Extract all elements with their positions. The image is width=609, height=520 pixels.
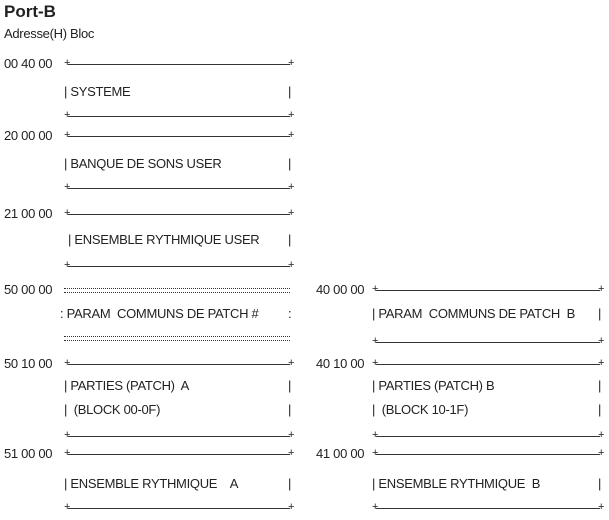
corner-plus: + (598, 357, 605, 369)
block-bottom-border (68, 508, 290, 509)
block-label: | BANQUE DE SONS USER (64, 156, 222, 171)
address-label: 51 00 00 (4, 446, 53, 461)
corner-plus: + (372, 335, 379, 347)
corner-plus: + (372, 429, 379, 441)
block-top-border (68, 454, 290, 455)
corner-plus: + (288, 57, 295, 69)
corner-plus: + (288, 447, 295, 459)
block-label: | SYSTEME (64, 84, 131, 99)
document-title: Port-B (4, 2, 56, 21)
column-header: Adresse(H) Bloc (4, 26, 95, 41)
block-right-edge: | (288, 402, 292, 417)
block-bottom-border (68, 116, 290, 117)
block-right-edge: | (288, 378, 292, 393)
block-label: | (BLOCK 00-0F) (64, 402, 161, 417)
block-top-border (68, 364, 290, 365)
block-label: | ENSEMBLE RYTHMIQUE B (372, 476, 541, 491)
corner-plus: + (288, 357, 295, 369)
corner-plus: + (64, 357, 71, 369)
corner-plus: + (64, 109, 71, 121)
block-top-border (68, 214, 290, 215)
block-right-edge: : (288, 306, 292, 321)
block-label: | PARTIES (PATCH) B (372, 378, 495, 393)
block-top-border (376, 364, 600, 365)
block-label: : PARAM COMMUNS DE PATCH # (60, 306, 259, 321)
block-label: | (BLOCK 10-1F) (372, 402, 469, 417)
block-right-edge: | (598, 476, 602, 491)
corner-plus: + (288, 259, 295, 271)
address-label: 50 10 00 (4, 356, 53, 371)
corner-plus: + (288, 129, 295, 141)
block-bottom-border (376, 436, 600, 437)
address-label: 21 00 00 (4, 206, 53, 221)
block-bottom-border (376, 508, 600, 509)
corner-plus: + (598, 429, 605, 441)
block-top-border (68, 64, 290, 65)
block-right-edge: | (598, 306, 602, 321)
address-label: 40 00 00 (316, 282, 365, 297)
corner-plus: + (372, 447, 379, 459)
address-label: 00 40 00 (4, 56, 53, 71)
block-label: | PARTIES (PATCH) A (64, 378, 189, 393)
corner-plus: + (64, 429, 71, 441)
block-right-edge: | (288, 476, 292, 491)
block-top-border (376, 454, 600, 455)
corner-plus: + (598, 447, 605, 459)
block-label: | PARAM COMMUNS DE PATCH B (372, 306, 575, 321)
corner-plus: + (598, 335, 605, 347)
block-label: | ENSEMBLE RYTHMIQUE A (64, 476, 239, 491)
block-label: | ENSEMBLE RYTHMIQUE USER (68, 232, 260, 247)
block-bottom-border-dotted (64, 336, 290, 341)
corner-plus: + (598, 283, 605, 295)
corner-plus: + (64, 207, 71, 219)
address-label: 50 00 00 (4, 282, 53, 297)
corner-plus: + (64, 501, 71, 513)
block-top-border (376, 290, 600, 291)
block-right-edge: | (288, 84, 292, 99)
corner-plus: + (64, 447, 71, 459)
address-label: 20 00 00 (4, 128, 53, 143)
corner-plus: + (288, 429, 295, 441)
corner-plus: + (64, 57, 71, 69)
corner-plus: + (288, 501, 295, 513)
corner-plus: + (288, 207, 295, 219)
block-bottom-border (376, 342, 600, 343)
corner-plus: + (64, 129, 71, 141)
corner-plus: + (64, 259, 71, 271)
block-top-border-dotted (64, 288, 290, 293)
block-top-border (68, 136, 290, 137)
corner-plus: + (372, 501, 379, 513)
corner-plus: + (64, 181, 71, 193)
block-bottom-border (68, 436, 290, 437)
address-label: 40 10 00 (316, 356, 365, 371)
block-bottom-border (68, 188, 290, 189)
corner-plus: + (598, 501, 605, 513)
corner-plus: + (288, 181, 295, 193)
block-right-edge: | (598, 378, 602, 393)
corner-plus: + (372, 283, 379, 295)
block-right-edge: | (288, 232, 292, 247)
corner-plus: + (288, 109, 295, 121)
block-bottom-border (68, 266, 290, 267)
block-right-edge: | (598, 402, 602, 417)
corner-plus: + (372, 357, 379, 369)
address-label: 41 00 00 (316, 446, 365, 461)
block-right-edge: | (288, 156, 292, 171)
